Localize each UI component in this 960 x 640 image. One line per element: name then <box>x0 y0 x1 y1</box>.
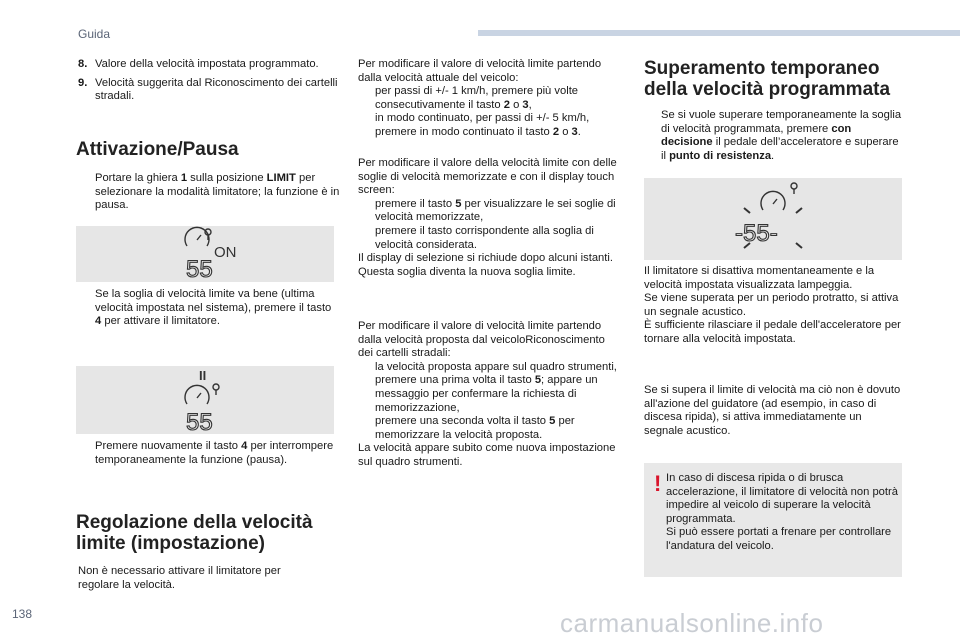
paragraph: Per modificare il valore di velocità limite partendo dalla velocità attuale del veicolo: <box>358 58 602 84</box>
display-panel-pause <box>76 366 334 434</box>
warning-icon: ! <box>654 471 662 496</box>
paragraph: La velocità appare subito come nuova impostazione sul quadro strumenti. <box>358 442 616 468</box>
bullet-arrow-icon <box>78 172 95 213</box>
warning-box <box>644 463 902 577</box>
bullet-arrow-icon <box>358 85 375 112</box>
bullet-arrow-icon <box>358 198 375 225</box>
svg-text:55: 55 <box>186 256 213 282</box>
speed-limiter-on-icon <box>76 226 334 282</box>
bullet-arrow-icon <box>358 361 375 375</box>
paragraph: È sufficiente rilasciare il pedale dell'acceleratore per tornare alla velocità impostata. <box>644 319 901 345</box>
list-item-9: 9. Velocità suggerita dal Riconoscimento dei cartelli stradali. <box>78 76 338 103</box>
bullet-item: premere una seconda volta il tasto 5 per memorizzare la velocità proposta. <box>358 415 622 442</box>
paragraph: Il display di selezione si richiude dopo alcuni istanti. <box>358 252 613 265</box>
bullet-item: in modo continuato, per passi di +/- 5 km/h, premere in modo continuato il tasto 2 o 3. <box>358 112 622 139</box>
bullet-item: Se la soglia di velocità limite va bene (ultima velocità impostata nel sistema), premere il tasto 4 per attivare il limitatore. <box>78 288 340 329</box>
bullet-arrow-icon <box>644 109 661 163</box>
svg-text:II: II <box>199 368 207 383</box>
bullet-item: premere il tasto 5 per visualizzare le sei soglie di velocità memorizzate, <box>358 198 622 225</box>
column-2 <box>358 58 622 140</box>
bullet-item: premere una prima volta il tasto 5; appare un messaggio per confermare la richiesta di memorizzazione, <box>358 374 622 415</box>
bullet-item: la velocità proposta appare sul quadro strumenti, <box>358 361 622 375</box>
list-item-8: 8. Valore della velocità impostata programmato. <box>78 58 319 70</box>
heading-attivazione: Attivazione/Pausa <box>76 139 239 160</box>
bullet-arrow-icon <box>358 415 375 442</box>
paragraph: Per modificare il valore della velocità limite con delle soglie di velocità memorizzate e con il display touch screen: <box>358 157 617 197</box>
watermark: carmanualsonline.info <box>560 608 824 638</box>
bullet-item: per passi di +/- 1 km/h, premere più volte consecutivamente il tasto 2 o 3, <box>358 85 622 112</box>
paragraph: Si può essere portati a frenare per controllare l'andatura del veicolo. <box>666 526 892 552</box>
bullet-arrow-icon <box>358 374 375 415</box>
bullet-item: Portare la ghiera 1 sulla posizione LIMIT per selezionare la modalità limitatore; la funzione è in pausa. <box>78 172 340 213</box>
section-title: Guida <box>78 27 111 41</box>
bullet-item: premere il tasto corrispondente alla soglia di velocità considerata. <box>358 225 622 252</box>
bullet-arrow-icon <box>78 288 95 329</box>
paragraph: Se viene superata per un periodo protratto, si attiva un segnale acustico. <box>644 292 899 318</box>
heading-superamento: Superamento temporaneo della velocità programmata <box>644 58 891 100</box>
svg-text:-55-: -55- <box>735 220 778 247</box>
display-panel-flashing <box>644 178 902 260</box>
paragraph: Non è necessario attivare il limitatore per regolare la velocità. <box>78 565 281 591</box>
header-bar <box>478 30 960 36</box>
svg-text:55: 55 <box>186 409 213 434</box>
bullet-item: Se si vuole superare temporaneamente la soglia di velocità programmata, premere con decisione il pedale dell’acceleratore e superare il punto di resistenza. <box>644 109 902 163</box>
bullet-arrow-icon <box>358 225 375 252</box>
speed-limiter-flashing-icon <box>644 178 902 260</box>
display-panel-on <box>76 226 334 282</box>
paragraph: In caso di discesa ripida o di brusca accelerazione, il limitatore di velocità non potrà impedire al veicolo di superare la velocità programmata. <box>666 472 898 525</box>
paragraph: Per modificare il valore di velocità limite partendo dalla velocità proposta dal veicoloRiconoscimento dei cartelli stradali: <box>358 320 605 360</box>
bullet-arrow-icon <box>78 440 95 467</box>
svg-text:ON: ON <box>214 244 237 261</box>
column-1 <box>78 58 340 109</box>
heading-regolazione: Regolazione della velocità limite (impostazione) <box>76 512 313 554</box>
page-number: 138 <box>12 607 33 621</box>
paragraph: Questa soglia diventa la nuova soglia limite. <box>358 265 576 278</box>
paragraph: Il limitatore si disattiva momentaneamente e la velocità impostata visualizzata lampeggia. <box>644 265 875 291</box>
speed-limiter-pause-icon <box>76 366 334 434</box>
bullet-item: Premere nuovamente il tasto 4 per interrompere temporaneamente la funzione (pausa). <box>78 440 340 467</box>
paragraph: Se si supera il limite di velocità ma ciò non è dovuto all'azione del guidatore (ad esempio, in caso di discesa ripida), si attiva immediatamente un segnale acustico. <box>644 384 901 437</box>
bullet-arrow-icon <box>358 112 375 139</box>
